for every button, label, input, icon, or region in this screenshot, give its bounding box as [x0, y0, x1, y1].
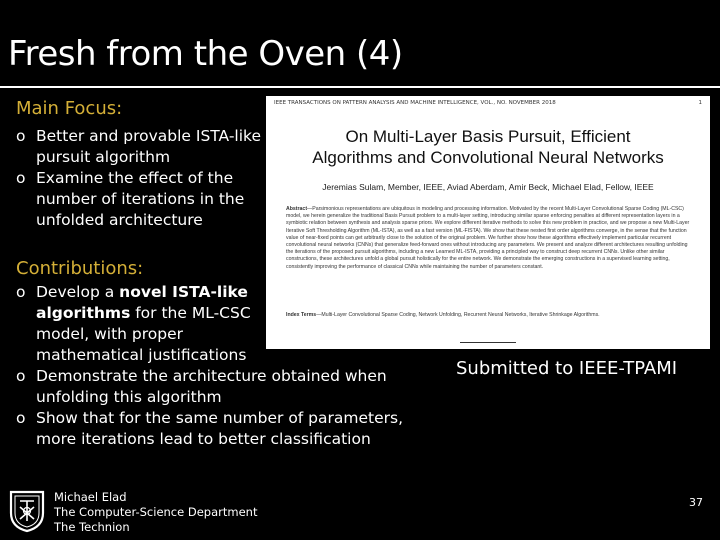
contribution-item — [16, 282, 274, 366]
abstract-text: —Parsimonious representations are ubiquitous in modeling and processing information. Motivated by the recent Multi-Layer Convolutional Sparse Coding (ML-CSC) model, we herein generalize the traditional Basis Pursuit problem to a multi-layer setting, introducing similar sparse enforcing penalties at different representation layers in a symbiotic relation between synthesis and analysis sparse priors. We explore different iterative methods to solve this new problem in practice, and we propose a new Multi-Layer Iterative Soft Thresholding Algorithm (ML-ISTA), as well as a fast version (ML-FISTA). We show that these nested first order algorithms converge, in the sense that the function value of near-fixed points can get arbitrarily close to the solution of the original problem. We further show how these algorithms effectively implement particular recurrent convolutional neural networks (CNNs) that generalize feed-forward ones without introducing any parameters. We present and analyze different architectures resulting unfolding the iterations of the proposed pursuit algorithms, including a new Learned ML-ISTA, providing a principled way to construct deep recurrent CNNs. Unlike other similar constructions, these architectures unfold a global pursuit holistically for the entire network. We demonstrate the emerging constructions in a supervised learning setting, consistently improving the performance of classical CNNs while maintaining the number of parameters constant. — [286, 206, 690, 270]
contribution-item: o Show that for the same number of parameters, more iterations lead to better classification — [16, 408, 426, 450]
footer-text — [54, 490, 257, 535]
paper-header — [274, 100, 702, 106]
paper-abstract — [286, 206, 690, 271]
contribution-item: o Demonstrate the architecture obtained when unfolding this algorithm — [16, 366, 416, 408]
submitted-note: Submitted to IEEE-TPAMI — [456, 358, 678, 379]
paper-screenshot — [266, 96, 710, 349]
contribution-text: for the ML-CSC model, with proper mathematical justifications — [36, 304, 251, 364]
index-terms-text: —Multi-Layer Convolutional Sparse Coding, Network Unfolding, Recurrent Neural Networks, Iterative Shrinkage Algorithms. — [316, 312, 600, 318]
slide-title: Fresh from the Oven (4) — [8, 34, 403, 74]
abstract-label: Abstract — [286, 206, 308, 212]
technion-logo-icon — [8, 489, 46, 533]
footer-institution: The Technion — [54, 520, 130, 534]
main-focus-item: o Better and provable ISTA-like pursuit algorithm — [16, 126, 262, 168]
paper-index-terms — [286, 312, 690, 319]
title-divider — [0, 86, 720, 88]
main-focus-heading: Main Focus: — [16, 98, 123, 119]
index-terms-label: Index Terms — [286, 312, 317, 318]
paper-title — [266, 126, 710, 168]
paper-authors: Jeremias Sulam, Member, IEEE, Aviad Aberdam, Amir Beck, Michael Elad, Fellow, IEEE — [322, 182, 654, 192]
paper-journal: IEEE TRANSACTIONS ON PATTERN ANALYSIS AND MACHINE INTELLIGENCE, VOL., NO. NOVEMBER 2018 — [274, 100, 556, 106]
footer-author: Michael Elad — [54, 490, 127, 504]
contribution-text: Develop a — [36, 283, 120, 301]
contribution-emphasis: novel ISTA-like algorithms — [36, 283, 248, 322]
paper-ornament — [460, 342, 516, 343]
main-focus-item: o Examine the effect of the number of iterations in the unfolded architecture — [16, 168, 262, 231]
main-focus-list — [16, 126, 262, 231]
paper-title-line: On Multi-Layer Basis Pursuit, Efficient — [345, 127, 631, 146]
paper-page: 1 — [698, 100, 702, 106]
page-number: 37 — [689, 496, 703, 509]
footer-department: The Computer-Science Department — [54, 505, 258, 519]
paper-title-line: Algorithms and Convolutional Neural Networks — [312, 148, 664, 167]
contributions-heading: Contributions: — [16, 258, 144, 279]
